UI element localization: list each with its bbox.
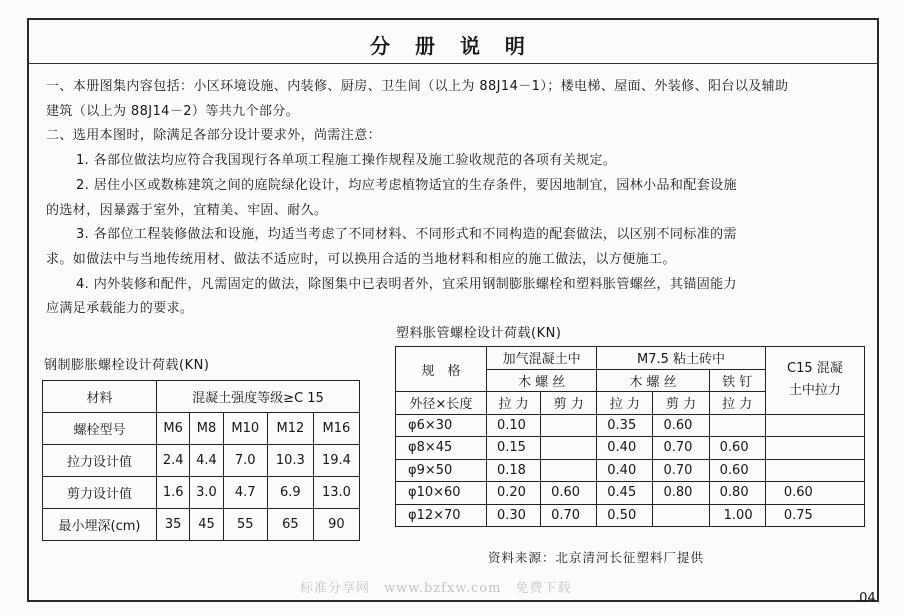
data-source-note: 资料来源：北京清河长征塑料厂提供 (488, 550, 705, 565)
table-cell (653, 504, 709, 527)
table-row (396, 347, 865, 370)
table-cell: 0.75 (765, 504, 864, 527)
paragraph-line: 4. 内外装修和配件，凡需固定的做法，除图集中已表明者外，宜采用钢制膨胀螺栓和塑料胀管螺丝，其锚固能力 (76, 277, 737, 292)
header-m75-brick: M7.5 粘土砖中 (597, 347, 766, 370)
header-tension: 拉 力 (486, 392, 540, 415)
spec-cell: φ6×30 (396, 414, 487, 437)
header-tension: 拉 力 (597, 392, 653, 415)
paragraph-line: 一、本册图集内容包括：小区环境设施、内装修、厨房、卫生间（以上为 88J14－1）；楼电梯、屋面、外装修、阳台以及辅助 (46, 79, 789, 94)
header-dimensions: 外径×长度 (396, 392, 487, 415)
paragraph-line: 应满足承载能力的要求。 (46, 301, 194, 316)
spec-cell: φ8×45 (396, 437, 487, 460)
table-cell (765, 459, 864, 482)
row-label: 拉力设计值 (43, 445, 157, 477)
header-wood-screw: 木 螺 丝 (597, 369, 709, 392)
table-cell: 0.20 (486, 482, 540, 505)
table-row (43, 509, 360, 541)
header-c15-tension (765, 347, 864, 415)
table-row (396, 414, 865, 437)
table-cell: 35 (157, 509, 190, 541)
table-row (396, 459, 865, 482)
table-cell: 0.60 (653, 414, 709, 437)
table-cell: 19.4 (313, 445, 359, 477)
table-row (43, 413, 360, 445)
table-cell: 0.70 (541, 504, 597, 527)
table-cell: 0.60 (709, 437, 765, 460)
header-spec: 规 格 (396, 347, 487, 392)
table-cell: 0.30 (486, 504, 540, 527)
table-cell: 13.0 (313, 477, 359, 509)
page-number: .04 (855, 591, 876, 606)
table-cell: 0.60 (765, 482, 864, 505)
table-cell: 0.60 (709, 459, 765, 482)
table-cell: 6.9 (267, 477, 313, 509)
header-shear: 剪 力 (653, 392, 709, 415)
model-cell: M12 (267, 413, 313, 445)
paragraph-line: 1. 各部位做法均应符合我国现行各单项工程施工操作规程及施工验收规范的各项有关规定。 (76, 153, 617, 168)
table-cell: 65 (267, 509, 313, 541)
table-cell: 2.4 (157, 445, 190, 477)
spec-cell: φ10×60 (396, 482, 487, 505)
table-cell: 0.35 (597, 414, 653, 437)
paragraph-line: 的选材，因暴露于室外，宜精美、牢固、耐久。 (46, 203, 328, 218)
table-cell (765, 414, 864, 437)
table-cell: 4.4 (190, 445, 223, 477)
table-cell: 0.80 (709, 482, 765, 505)
header-shear: 剪 力 (541, 392, 597, 415)
paragraph-line: 2. 居住小区或数栋建筑之间的庭院绿化设计，均应考虑植物适宜的生存条件，要因地制宜，园林小品和配套设施 (76, 178, 737, 193)
table-row (396, 504, 865, 527)
table-cell: 3.0 (190, 477, 223, 509)
page-title: 分 册 说 明 (370, 34, 534, 58)
table-row (396, 437, 865, 460)
model-cell: M6 (157, 413, 190, 445)
table-cell: 0.40 (597, 459, 653, 482)
paragraph-line: 二、选用本图时，除满足各部分设计要求外，尚需注意： (46, 128, 382, 143)
table-cell: 4.7 (223, 477, 267, 509)
paragraph-line: 3. 各部位工程装修做法和设施，均适当考虑了不同材料、不同形式和不同构造的配套做法，以区别不同标准的需 (76, 227, 737, 242)
table-cell (765, 437, 864, 460)
header-c15-line2: 土中拉力 (788, 383, 841, 399)
table-cell: 1.00 (709, 504, 765, 527)
table-row (43, 445, 360, 477)
header-concrete-grade: 混凝土强度等级≥C 15 (157, 381, 360, 413)
table-cell: 0.18 (486, 459, 540, 482)
row-label: 剪力设计值 (43, 477, 157, 509)
table-cell: 10.3 (267, 445, 313, 477)
paragraph-line: 求。如做法中与当地传统用材、做法不适应时，可以换用合适的当地材料和相应的施工做法，以方便施工。 (46, 252, 676, 267)
table-cell: 0.60 (541, 482, 597, 505)
table-cell: 90 (313, 509, 359, 541)
table-row (396, 482, 865, 505)
table-cell (541, 437, 597, 460)
header-wood-screw: 木 螺 丝 (486, 369, 596, 392)
table-cell: 55 (223, 509, 267, 541)
table-cell: 0.70 (653, 437, 709, 460)
table-row (43, 477, 360, 509)
table-cell: 45 (190, 509, 223, 541)
table-cell (541, 414, 597, 437)
table-row (43, 381, 360, 413)
watermark-text: 标准分享网 www.bzfxw.com 免费下载 (300, 581, 572, 596)
steel-table-caption: 钢制膨胀螺栓设计荷载(KN) (44, 358, 210, 373)
header-material: 材料 (43, 381, 157, 413)
table-cell: 0.40 (597, 437, 653, 460)
spec-cell: φ9×50 (396, 459, 487, 482)
header-aerated-concrete: 加气混凝土中 (486, 347, 596, 370)
table-cell: 1.6 (157, 477, 190, 509)
header-bolt-model: 螺栓型号 (43, 413, 157, 445)
plastic-anchor-table (395, 346, 865, 527)
table-cell: 0.15 (486, 437, 540, 460)
table-cell: 0.50 (597, 504, 653, 527)
steel-bolt-table (42, 380, 360, 541)
model-cell: M16 (313, 413, 359, 445)
plastic-table-caption: 塑料胀管螺栓设计荷载(KN) (396, 326, 562, 341)
table-cell: 0.45 (597, 482, 653, 505)
title-divider (27, 63, 879, 64)
header-tension: 拉 力 (709, 392, 765, 415)
spec-cell: φ12×70 (396, 504, 487, 527)
table-cell: 0.70 (653, 459, 709, 482)
table-cell: 7.0 (223, 445, 267, 477)
paragraph-line: 建筑（以上为 88J14－2）等共九个部分。 (46, 104, 300, 119)
table-cell (709, 414, 765, 437)
model-cell: M10 (223, 413, 267, 445)
row-label: 最小埋深(cm) (43, 509, 157, 541)
model-cell: M8 (190, 413, 223, 445)
table-cell (541, 459, 597, 482)
table-cell: 0.10 (486, 414, 540, 437)
table-cell: 0.80 (653, 482, 709, 505)
header-nail: 铁 钉 (709, 369, 765, 392)
header-c15-line1: C15 混凝 (787, 361, 843, 377)
